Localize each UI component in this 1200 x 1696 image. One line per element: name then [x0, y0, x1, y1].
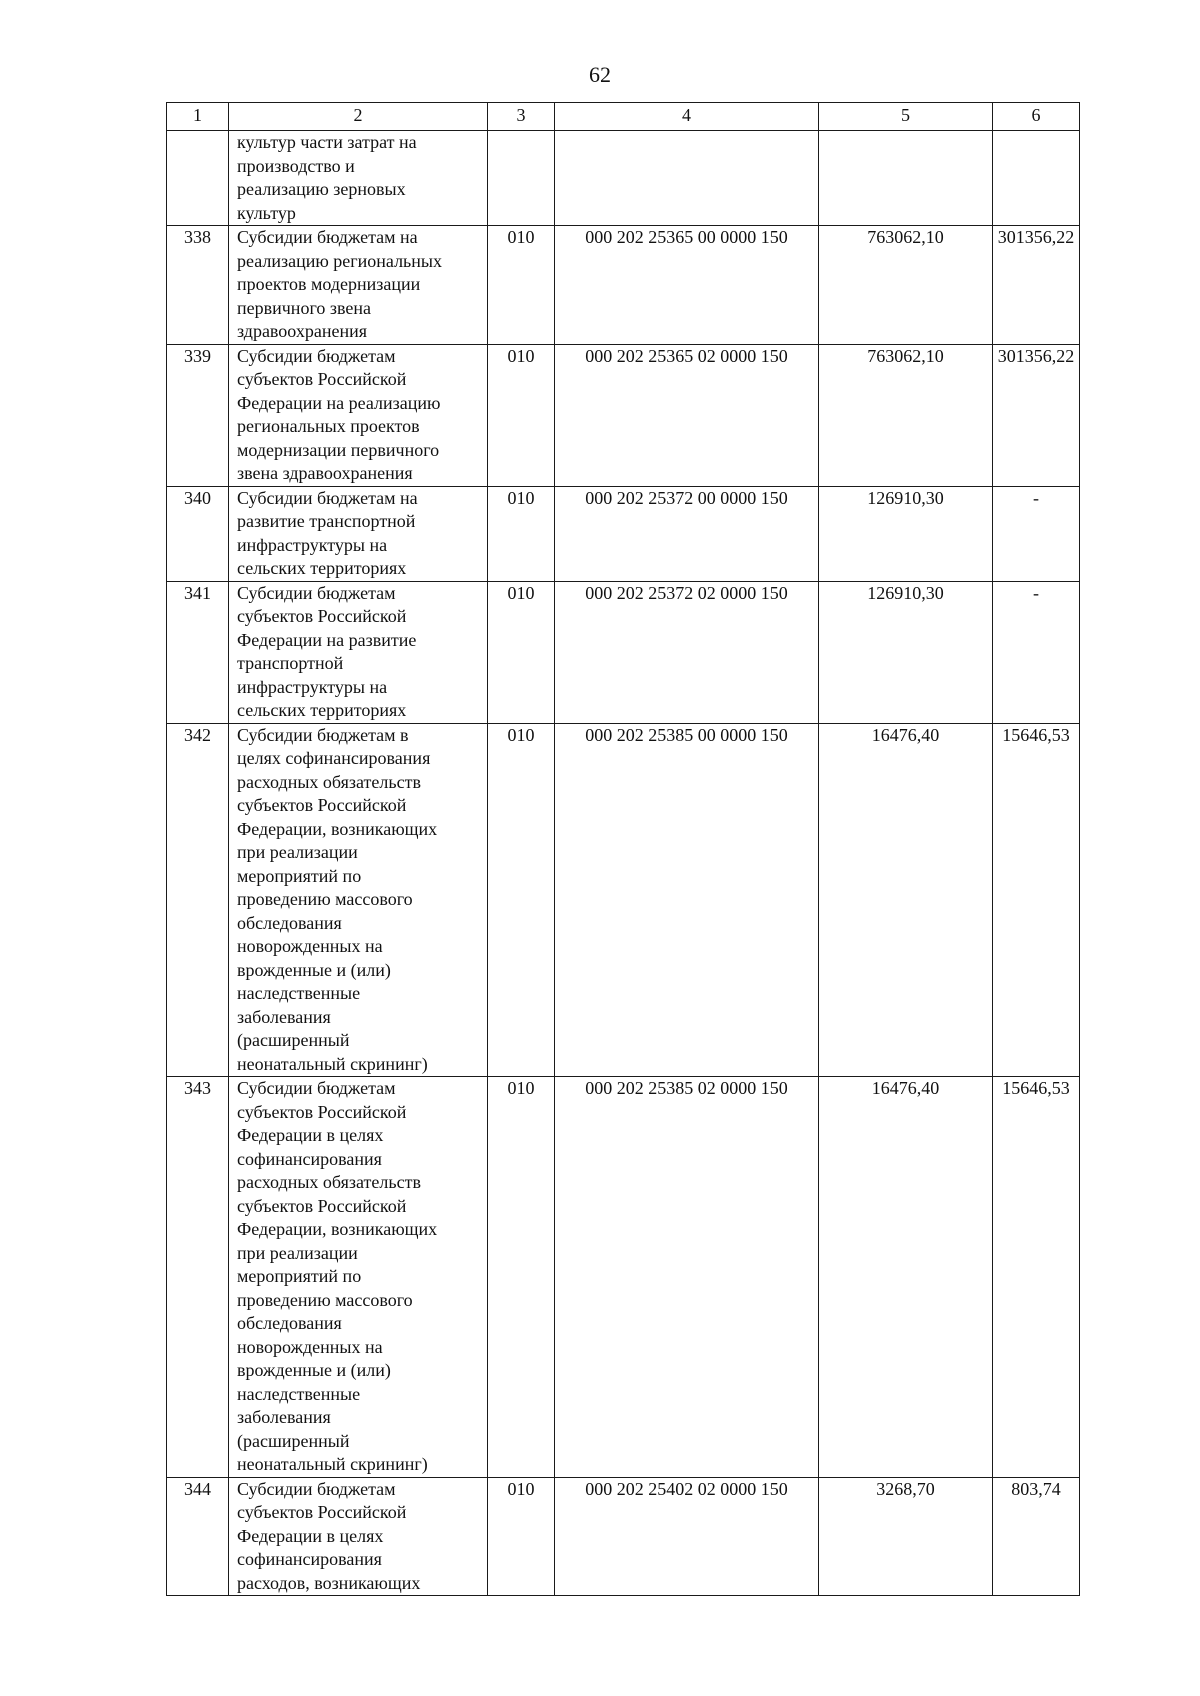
table-row [167, 1477, 1080, 1596]
header-col-1: 1 [167, 103, 229, 131]
planned-amount-cell: 126910,30 [819, 581, 993, 723]
budget-classification-code-cell: 000 202 25365 00 0000 150 [555, 226, 819, 345]
income-name-line: Федерации в целях [237, 1125, 384, 1145]
income-name-line: наследственные [237, 1383, 361, 1404]
table-header [167, 103, 1080, 131]
income-name-line: врожденные и (или) [237, 1360, 391, 1380]
income-name-line: субъектов Российской [237, 795, 407, 815]
planned-amount-cell: 3268,70 [819, 1477, 993, 1596]
income-name-line: обследования [237, 1313, 342, 1333]
income-name-line: врожденные и (или) [237, 959, 391, 980]
executed-amount-cell: 15646,53 [993, 1077, 1080, 1478]
income-name-line: проведению массового [237, 889, 413, 909]
income-name-line: транспортной [237, 653, 344, 673]
income-name-line: целях софинансирования [237, 748, 431, 768]
income-name-line: культур [237, 202, 296, 223]
executed-amount-cell: 803,74 [993, 1477, 1080, 1596]
table-row [167, 486, 1080, 581]
budget-classification-code-cell [555, 131, 819, 226]
income-name-line: культур части затрат на [237, 132, 417, 152]
table-row [167, 131, 1080, 226]
income-name-line: при реализации [237, 1242, 358, 1263]
income-name-line: развитие транспортной [237, 511, 416, 531]
header-col-2: 2 [229, 103, 488, 131]
income-name-line: сельских территориях [237, 700, 407, 720]
income-name-line: инфраструктуры на [237, 534, 388, 555]
income-name-cell [229, 226, 488, 345]
executed-amount-cell [993, 131, 1080, 226]
budget-classification-code-cell: 000 202 25365 02 0000 150 [555, 344, 819, 486]
income-name-line: Федерации на реализацию [237, 392, 441, 413]
executed-amount-cell: - [993, 581, 1080, 723]
row-number-cell: 339 [167, 344, 229, 486]
planned-amount-cell [819, 131, 993, 226]
table-row [167, 1077, 1080, 1478]
budget-classification-code-cell: 000 202 25402 02 0000 150 [555, 1477, 819, 1596]
income-name-line: расходных обязательств [237, 771, 421, 792]
income-name-line: Субсидии бюджетам [237, 582, 396, 603]
income-name-cell [229, 723, 488, 1077]
income-name-line: здравоохранения [237, 321, 368, 341]
budget-classification-code-cell: 000 202 25385 00 0000 150 [555, 723, 819, 1077]
executed-amount-cell: - [993, 486, 1080, 581]
table-row [167, 723, 1080, 1077]
budget-classification-code-cell: 000 202 25385 02 0000 150 [555, 1077, 819, 1478]
income-name-cell [229, 344, 488, 486]
income-name-line: при реализации [237, 842, 358, 862]
income-name-line: субъектов Российской [237, 1502, 407, 1522]
row-number-cell: 344 [167, 1477, 229, 1596]
income-name-line: заболевания [237, 1407, 331, 1427]
income-name-line: Субсидии бюджетам [237, 1478, 396, 1499]
income-name-line: расходов, возникающих [237, 1572, 421, 1593]
row-number-cell: 343 [167, 1077, 229, 1478]
income-name-line: (расширенный [237, 1030, 350, 1050]
page-number: 62 [589, 62, 611, 87]
income-name-line: Федерации на развитие [237, 629, 417, 650]
budget-classification-code-cell: 000 202 25372 00 0000 150 [555, 486, 819, 581]
income-name-line: Субсидии бюджетам на [237, 487, 418, 508]
income-name-line: мероприятий по [237, 1266, 362, 1286]
planned-amount-cell: 16476,40 [819, 723, 993, 1077]
executed-amount-cell: 301356,22 [993, 226, 1080, 345]
header-col-6: 6 [993, 103, 1080, 131]
income-name-line: субъектов Российской [237, 1101, 407, 1122]
income-name-line: субъектов Российской [237, 1195, 407, 1216]
executed-amount-cell: 15646,53 [993, 723, 1080, 1077]
header-col-4: 4 [555, 103, 819, 131]
income-name-cell [229, 131, 488, 226]
income-name-line: Субсидии бюджетам в [237, 724, 409, 745]
admin-code-cell: 010 [488, 486, 555, 581]
admin-code-cell: 010 [488, 344, 555, 486]
income-name-line: Федерации, возникающих [237, 1219, 438, 1239]
admin-code-cell [488, 131, 555, 226]
income-name-line: наследственные [237, 983, 361, 1003]
income-name-cell [229, 486, 488, 581]
income-name-line: Федерации, возникающих [237, 818, 438, 839]
income-name-cell [229, 1477, 488, 1596]
header-col-5: 5 [819, 103, 993, 131]
income-name-line: реализацию зерновых [237, 179, 406, 199]
admin-code-cell: 010 [488, 1077, 555, 1478]
income-name-line: реализацию региональных [237, 250, 442, 271]
income-name-line: Федерации в целях [237, 1525, 384, 1546]
income-name-cell [229, 1077, 488, 1478]
income-name-line: звена здравоохранения [237, 463, 413, 483]
planned-amount-cell: 16476,40 [819, 1077, 993, 1478]
income-name-line: модернизации первичного [237, 439, 440, 460]
income-name-line: субъектов Российской [237, 369, 407, 389]
income-name-line: инфраструктуры на [237, 676, 388, 697]
header-col-3: 3 [488, 103, 555, 131]
income-name-line: заболевания [237, 1006, 331, 1027]
planned-amount-cell: 763062,10 [819, 344, 993, 486]
income-name-line: софинансирования [237, 1549, 382, 1569]
row-number-cell: 341 [167, 581, 229, 723]
row-number-cell: 338 [167, 226, 229, 345]
budget-classification-code-cell: 000 202 25372 02 0000 150 [555, 581, 819, 723]
planned-amount-cell: 126910,30 [819, 486, 993, 581]
income-name-line: неонатальный скрининг) [237, 1053, 428, 1074]
income-name-line: региональных проектов [237, 416, 420, 436]
income-name-line: (расширенный [237, 1430, 350, 1451]
planned-amount-cell: 763062,10 [819, 226, 993, 345]
row-number-cell: 342 [167, 723, 229, 1077]
admin-code-cell: 010 [488, 723, 555, 1077]
income-name-line: сельских территориях [237, 558, 407, 578]
income-name-line: новорожденных на [237, 1336, 383, 1357]
income-name-line: субъектов Российской [237, 606, 407, 626]
income-name-line: новорожденных на [237, 936, 383, 956]
income-name-line: Субсидии бюджетам на [237, 227, 418, 247]
header-row [167, 103, 1080, 131]
income-name-line: производство и [237, 155, 355, 176]
income-name-line: Субсидии бюджетам [237, 1078, 396, 1098]
income-name-line: Субсидии бюджетам [237, 345, 396, 366]
admin-code-cell: 010 [488, 1477, 555, 1596]
income-name-line: неонатальный скрининг) [237, 1454, 428, 1474]
income-name-line: первичного звена [237, 297, 371, 318]
table-body [167, 131, 1080, 1596]
income-name-line: обследования [237, 912, 342, 933]
row-number-cell: 340 [167, 486, 229, 581]
budget-revenue-table [166, 102, 1080, 1596]
income-name-line: мероприятий по [237, 865, 362, 886]
income-name-line: расходных обязательств [237, 1172, 421, 1192]
income-name-line: проведению массового [237, 1289, 413, 1310]
table-row [167, 226, 1080, 345]
admin-code-cell: 010 [488, 581, 555, 723]
table-row [167, 581, 1080, 723]
row-number-cell [167, 131, 229, 226]
income-name-line: проектов модернизации [237, 274, 421, 294]
admin-code-cell: 010 [488, 226, 555, 345]
executed-amount-cell: 301356,22 [993, 344, 1080, 486]
income-name-line: софинансирования [237, 1148, 382, 1169]
income-name-cell [229, 581, 488, 723]
table-row [167, 344, 1080, 486]
